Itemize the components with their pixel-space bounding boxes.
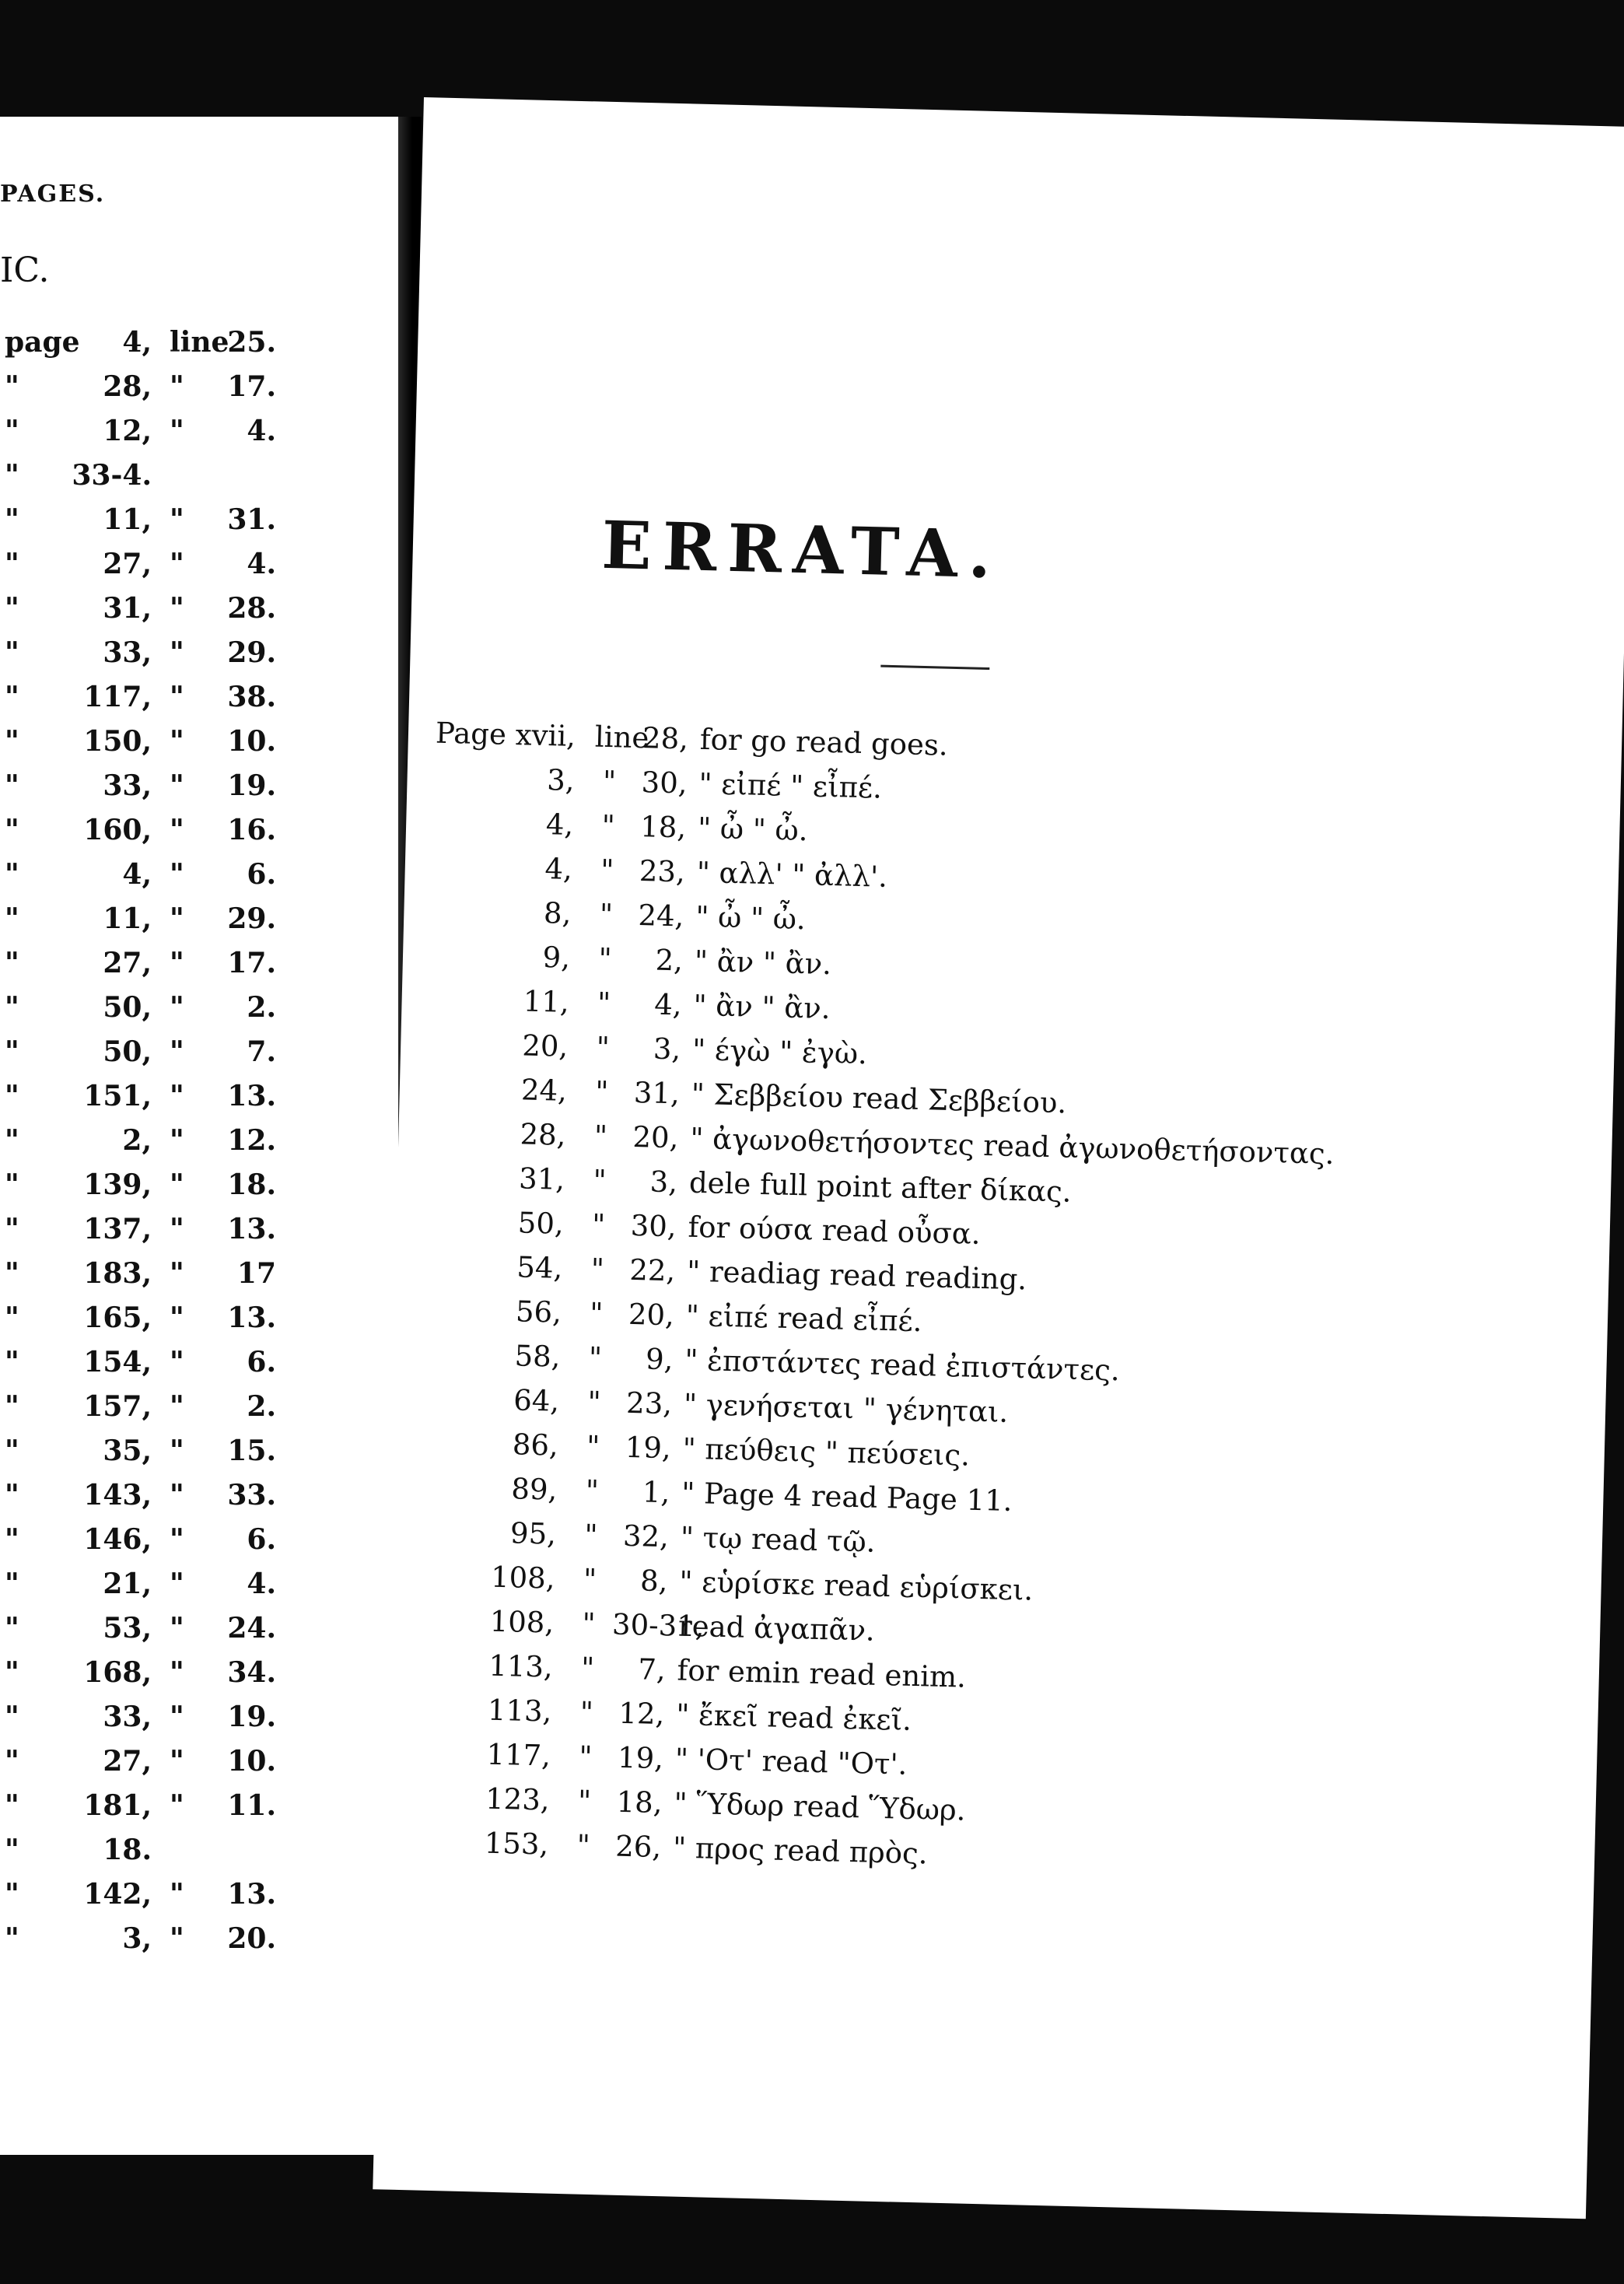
left-row-b: " [170,902,184,935]
erratum-ditto: " [577,1784,592,1818]
left-row-b: " [170,1124,184,1157]
erratum-page: 89, [510,1472,558,1507]
erratum-line: 24, [638,899,684,934]
erratum-ditto: " [583,1518,598,1553]
left-row-page: 2, [122,1124,152,1157]
left-row-page: 12, [103,415,152,447]
erratum-page: 24, [520,1073,568,1108]
left-row-line: 29. [227,636,276,669]
left-row-a: " [5,1479,19,1512]
erratum-line: 19, [625,1430,672,1466]
erratum-page: 108, [490,1560,556,1596]
left-row-page: 139, [83,1168,152,1201]
left-row-b: " [170,681,184,713]
left-row-b: " [170,947,184,979]
left-row-b: " [170,1080,184,1112]
left-row-a: " [5,503,19,536]
erratum-page: 86, [512,1428,559,1463]
left-row-page: 33-4. [72,459,152,492]
left-row-line: 4. [247,548,276,580]
erratum-line: 4, [653,987,683,1022]
left-row-a: " [5,1568,19,1600]
erratum-rest: " εὑρίσκε read εὑρίσκει. [678,1564,1034,1607]
erratum-line: 19, [617,1740,664,1776]
left-row-page: 50, [103,991,152,1024]
erratum-rest: " 'Οτ' read "Οτ'. [674,1742,908,1781]
left-row-line: 4. [247,1568,276,1600]
erratum-rest: " γενήσεται " γένηται. [683,1387,1009,1429]
left-row-line: 15. [227,1435,276,1467]
erratum-page: 11, [523,984,570,1019]
erratum-ditto: line [594,720,649,755]
erratum-ditto: " [588,1340,603,1375]
erratum-ditto: " [589,1296,604,1331]
left-row-b: " [170,1568,184,1600]
left-row-page: 31, [103,592,152,625]
left-column-a [5,321,80,1961]
left-row-line: 13. [227,1301,276,1334]
left-row-line: 6. [247,1346,276,1378]
erratum-line: 12, [618,1696,665,1732]
erratum-page: 95, [509,1516,557,1551]
left-row-page: 18. [103,1834,152,1866]
left-row-line: 25. [227,326,276,359]
left-row-page: 27, [103,1745,152,1778]
left-row-a: " [5,636,19,669]
erratum-page: 153, [484,1826,549,1862]
left-row-a: " [5,1878,19,1911]
left-row-b: line [170,326,229,359]
erratum-line: 1, [642,1475,670,1510]
left-row-a: " [5,1789,19,1822]
left-row-b: " [170,636,184,669]
erratum-rest: " ἂν " ἂν. [694,944,832,982]
left-row-page: 50, [103,1035,152,1068]
left-row-line: 29. [227,902,276,935]
left-page-heading: PAGES. [0,180,106,208]
left-row-a: " [5,991,19,1024]
erratum-page: 31, [518,1161,565,1196]
erratum-page: 108, [489,1604,555,1640]
left-row-line: 6. [247,858,276,891]
erratum-rest: " Ὕδωρ read Ὕδωρ. [673,1786,966,1827]
left-row-page: 183, [83,1257,152,1290]
left-row-page: 151, [83,1080,152,1112]
erratum-line: 3, [653,1032,681,1067]
erratum-rest: " ὦ " ὦ. [697,811,809,848]
left-row-page: 117, [83,681,152,713]
left-row-line: 31. [227,503,276,536]
left-row-a: " [5,902,19,935]
erratum-line: 3, [649,1165,678,1200]
left-row-line: 12. [227,1124,276,1157]
erratum-ditto: " [599,897,614,932]
left-row-a: " [5,814,19,846]
left-row-a: " [5,1080,19,1112]
left-row-b: " [170,814,184,846]
erratum-page: 4, [545,807,574,842]
left-row-line: 2. [247,1390,276,1423]
left-row-b: " [170,415,184,447]
left-row-page: 142, [83,1878,152,1911]
left-row-page: 137, [83,1213,152,1245]
left-row-b: " [170,769,184,802]
erratum-rest: " ἀγωνοθετήσοντες read ἀγωνοθετήσοντας. [689,1121,1335,1171]
left-row-a: " [5,1922,19,1955]
left-row-page: 3, [122,1922,152,1955]
left-row-page: 160, [83,814,152,846]
left-row-line: 19. [227,769,276,802]
erratum-line: 30-31, [611,1607,705,1644]
left-row-b: " [170,1878,184,1911]
erratum-line: 30, [641,765,688,800]
left-page-fragment [0,117,398,2155]
erratum-rest: " Page 4 read Page 11. [681,1476,1013,1519]
left-row-line: 38. [227,681,276,713]
left-row-a: " [5,1035,19,1068]
left-row-a: " [5,1346,19,1378]
erratum-page: 56, [515,1294,562,1329]
left-row-a: " [5,1213,19,1245]
erratum-rest: " ἔκεῖ read ἐκεῖ. [675,1697,912,1737]
erratum-ditto: " [585,1473,600,1508]
erratum-line: 32, [622,1519,670,1554]
erratum-ditto: " [590,1252,605,1287]
left-row-a: " [5,1390,19,1423]
left-row-b: " [170,1922,184,1955]
left-row-page: 143, [83,1479,152,1512]
left-row-b: " [170,503,184,536]
left-row-b: " [170,1612,184,1645]
left-row-line [218,1828,276,1872]
left-row-page: 28, [103,370,152,403]
left-row-a: " [5,370,19,403]
erratum-ditto: " [601,808,616,843]
left-row-page: 33, [103,636,152,669]
erratum-rest: " Σεββείου read Σεββείου. [691,1077,1067,1120]
left-row-line: 13. [227,1878,276,1911]
erratum-rest: " εἰπέ read εἶπέ. [685,1298,922,1339]
left-row-line: 17 [236,1257,276,1290]
left-row-line: 34. [227,1656,276,1689]
left-row-page: 4, [122,326,152,359]
erratum-ditto: " [578,1739,593,1774]
erratum-rest: " έγὼ " ἐγὼ. [691,1032,868,1071]
left-row-page: 27, [103,548,152,580]
left-row-line [218,454,276,498]
erratum-line: 20, [632,1119,679,1155]
erratum-line: 31, [633,1075,681,1111]
left-column-page [70,321,152,1961]
erratum-rest: " εἰπέ " εἶπέ. [698,766,883,805]
left-row-a: " [5,947,19,979]
erratum-rest: for emin read enim. [677,1653,967,1694]
erratum-ditto: " [596,1030,611,1065]
erratum-line: 30, [630,1208,677,1244]
left-row-line: 20. [227,1922,276,1955]
erratum-rest: for ούσα read οὖσα. [688,1210,982,1251]
erratum-rest: for go read goes. [699,722,949,762]
left-row-a: " [5,1168,19,1201]
left-row-line: 13. [227,1213,276,1245]
erratum-page: 9, [542,941,571,975]
left-row-page: 27, [103,947,152,979]
erratum-rest: " ὦ " ὦ. [695,899,807,937]
erratum-rest: " αλλ' " ἀλλ'. [696,855,888,894]
title-rule [880,665,989,670]
erratum-ditto: " [597,941,613,976]
left-row-b: " [170,1346,184,1378]
erratum-ditto: " [602,764,617,799]
left-row-b: " [170,991,184,1024]
erratum-page: 113, [488,1648,554,1684]
erratum-page: 58, [514,1339,562,1374]
erratum-ditto: " [593,1163,607,1198]
left-row-line: 24. [227,1612,276,1645]
left-row-a: " [5,415,19,447]
left-row-a: " [5,725,19,758]
left-row-line: 33. [227,1479,276,1512]
left-row-line: 7. [247,1035,276,1068]
left-row-a: " [5,1656,19,1689]
left-row-a: " [5,1257,19,1290]
left-row-page: 21, [103,1568,152,1600]
erratum-line: 7, [637,1652,667,1687]
left-row-b: " [170,1257,184,1290]
left-row-b: " [170,1479,184,1512]
left-row-line: 16. [227,814,276,846]
left-row-line: 11. [227,1789,276,1822]
left-row-page: 181, [83,1789,152,1822]
left-row-page: 146, [83,1523,152,1556]
left-row-b: " [170,1213,184,1245]
left-row-a: " [5,1834,19,1866]
left-page-subheading: IC. [0,250,50,290]
left-row-a: " [5,459,19,492]
erratum-ditto: " [600,853,614,888]
left-row-line: 13. [227,1080,276,1112]
erratum-rest: " ἐπστάντες read ἐπιστάντες. [684,1343,1121,1388]
erratum-line: 23, [625,1385,673,1421]
left-row-line: 4. [247,415,276,447]
left-row-a: " [5,592,19,625]
erratum-ditto: " [586,1429,600,1464]
erratum-page: 50, [517,1206,565,1241]
errata-list [408,716,1447,1893]
erratum-page: xvii, [515,718,576,754]
left-row-line: 10. [227,725,276,758]
left-row-b: " [170,1035,184,1068]
left-row-line: 10. [227,1745,276,1778]
errata-title: ERRATA. [600,506,1003,594]
left-row-b: " [170,858,184,891]
left-row-a: " [5,1745,19,1778]
erratum-line: 22, [628,1252,676,1288]
left-row-a: " [5,681,19,713]
erratum-page: 64, [513,1383,560,1418]
left-row-line: 6. [247,1523,276,1556]
erratum-page: 123, [485,1781,551,1817]
erratum-ditto: " [576,1828,591,1862]
erratum-ditto: " [579,1695,594,1729]
erratum-rest: " προς read πρὸς. [672,1830,929,1871]
left-row-b: " [170,725,184,758]
erratum-page: 117, [486,1737,551,1773]
erratum-ditto: " [597,986,611,1021]
left-row-a: " [5,548,19,580]
erratum-ditto: " [591,1207,606,1242]
erratum-page: 113, [487,1693,552,1729]
left-row-page: 150, [83,725,152,758]
left-row-b: " [170,1301,184,1334]
erratum-ditto: " [580,1651,595,1685]
left-row-page: 35, [103,1435,152,1467]
erratum-page: 4, [544,852,573,886]
left-row-a: " [5,1435,19,1467]
left-row-page: 11, [103,503,152,536]
left-row-line: 17. [227,370,276,403]
erratum-rest: read ἀγαπᾶν. [677,1609,876,1648]
left-row-a: " [5,1301,19,1334]
left-row-a: " [5,1701,19,1733]
erratum-rest: " πεύθεις " πεύσεις. [682,1431,971,1473]
erratum-ditto: " [582,1606,597,1641]
erratum-line: 26, [614,1829,662,1865]
left-row-page: 154, [83,1346,152,1378]
erratum-rest: " readiag read reading. [686,1254,1027,1297]
left-row-a: " [5,1612,19,1645]
left-row-line: 19. [227,1701,276,1733]
left-row-a: page [5,326,80,359]
left-row-b: " [170,1745,184,1778]
erratum-line: 9, [645,1342,674,1377]
left-row-b: " [170,1656,184,1689]
erratum-ditto: " [587,1385,602,1420]
left-row-a: " [5,769,19,802]
left-row-a: " [5,1124,19,1157]
left-row-page: 165, [83,1301,152,1334]
left-row-line: 17. [227,947,276,979]
left-row-line: 28. [227,592,276,625]
left-row-page: 157, [83,1390,152,1423]
errata-page [373,97,1624,2219]
erratum-line: 18, [616,1785,663,1820]
left-row-b: " [170,1168,184,1201]
left-row-page: 168, [83,1656,152,1689]
erratum-page: 8, [543,896,572,930]
erratum-page: 54, [516,1250,563,1285]
erratum-line: 2, [655,943,684,978]
left-column-line [218,321,276,1961]
left-row-page: 33, [103,769,152,802]
erratum-line: 23, [639,854,686,889]
erratum-line: 28, [642,721,689,756]
left-row-line: 18. [227,1168,276,1201]
left-row-b: " [170,1789,184,1822]
left-row-line: 2. [247,991,276,1024]
left-row-a: " [5,858,19,891]
left-row-page: 4, [122,858,152,891]
left-row-b: " [170,592,184,625]
left-row-a: " [5,1523,19,1556]
erratum-ditto: " [594,1074,609,1109]
erratum-page: 28, [520,1117,566,1152]
erratum-rest: dele full point after δίκας. [688,1165,1073,1209]
left-row-b: " [170,1390,184,1423]
erratum-rest: " ἂν " ἂν. [693,988,831,1026]
erratum-line: 20, [628,1297,675,1333]
erratum-ditto: " [593,1119,608,1154]
left-row-b: " [170,548,184,580]
erratum-page: 20, [521,1028,569,1063]
erratum-page: 3, [546,763,576,797]
left-row-b: " [170,1435,184,1467]
left-row-b: " [170,370,184,403]
left-row-page: 33, [103,1701,152,1733]
erratum-ditto: " [583,1562,597,1596]
left-row-page: 53, [103,1612,152,1645]
left-row-b: " [170,1701,184,1733]
erratum-rest: " τῳ read τῷ. [680,1520,876,1559]
erratum-line: 8, [639,1564,669,1599]
erratum-line: 18, [639,810,687,845]
left-row-page: 11, [103,902,152,935]
erratum-lead: Page [435,716,507,751]
left-row-b: " [170,1523,184,1556]
